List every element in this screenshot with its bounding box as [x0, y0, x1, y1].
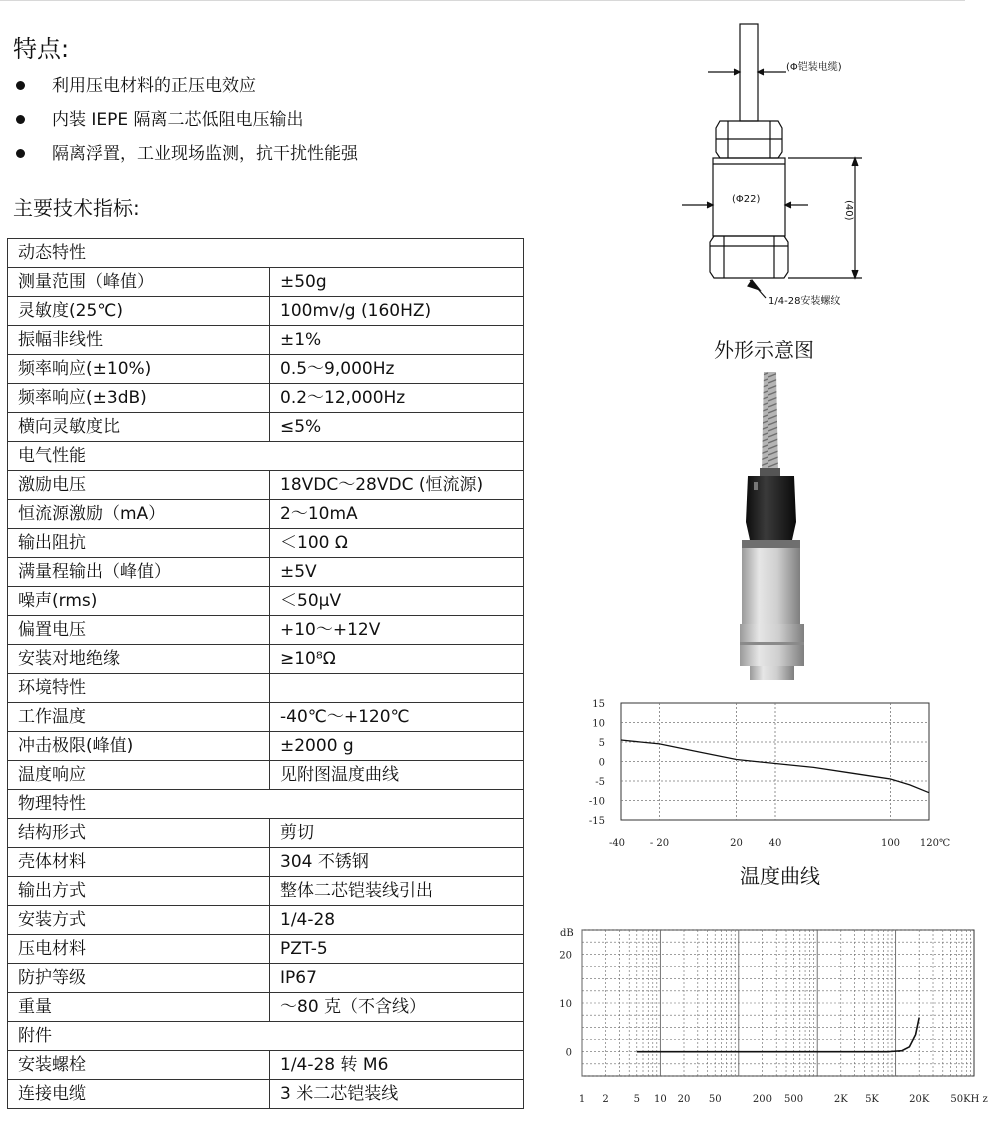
- spec-row: [8, 529, 524, 558]
- spec-row: [8, 326, 524, 355]
- spec-row: [8, 703, 524, 732]
- x-tick-label: 120℃: [919, 838, 951, 849]
- spec-row: [8, 500, 524, 529]
- thread-label: 1/4-28安装螺纹: [768, 296, 841, 307]
- x-tick-label: - 20: [649, 838, 670, 849]
- spec-section-row: [8, 674, 524, 703]
- spec-row: [8, 819, 524, 848]
- feature-item: 利用压电材料的正压电效应: [16, 72, 358, 106]
- spec-section-title: 附件: [8, 1022, 524, 1051]
- spec-label: 连接电缆: [8, 1080, 270, 1109]
- x-tick-label: -40: [608, 838, 626, 849]
- spec-section-title: 动态特性: [8, 239, 524, 268]
- spec-row: [8, 993, 524, 1022]
- y-tick-label: 0: [565, 1047, 572, 1059]
- spec-label: 温度响应: [8, 761, 270, 790]
- spec-value: 100mv/g (160HZ): [270, 297, 524, 326]
- y-tick-label: 5: [598, 738, 605, 749]
- spec-value: ±5V: [270, 558, 524, 587]
- frequency-response-chart: [550, 920, 1000, 1110]
- spec-value: PZT-5: [270, 935, 524, 964]
- spec-label: 冲击极限(峰值): [8, 732, 270, 761]
- x-tick-label: 20: [730, 838, 743, 849]
- spec-value: 3 米二芯铠装线: [270, 1080, 524, 1109]
- spec-section-row: [8, 442, 524, 471]
- spec-row: [8, 268, 524, 297]
- x-tick-label: 50: [708, 1094, 722, 1105]
- product-photo: [738, 372, 806, 684]
- spec-row: [8, 1051, 524, 1080]
- top-rule: [0, 0, 965, 1]
- spec-value: 1/4-28: [270, 906, 524, 935]
- x-tick-label: 1: [578, 1094, 586, 1105]
- spec-label: 恒流源激励（mA）: [8, 500, 270, 529]
- spec-label: 偏置电压: [8, 616, 270, 645]
- spec-label: 激励电压: [8, 471, 270, 500]
- dimension-drawing: [668, 18, 900, 318]
- x-tick-label: 100: [880, 838, 901, 849]
- spec-row: [8, 587, 524, 616]
- spec-label: 结构形式: [8, 819, 270, 848]
- spec-row: [8, 761, 524, 790]
- spec-value: IP67: [270, 964, 524, 993]
- y-tick-label: -15: [588, 816, 605, 827]
- spec-value: 18VDC～28VDC (恒流源): [270, 471, 524, 500]
- x-tick-label: 10: [654, 1094, 667, 1105]
- spec-value: ≥10⁸Ω: [270, 645, 524, 674]
- x-tick-label: 20: [677, 1094, 691, 1105]
- spec-section-row: [8, 1022, 524, 1051]
- features-list: [16, 72, 358, 174]
- spec-section-title: 电气性能: [8, 442, 524, 471]
- temperature-chart: [585, 693, 955, 853]
- height-label: (40): [843, 200, 854, 221]
- spec-row: [8, 935, 524, 964]
- cable-label: (Φ铠装电缆): [786, 62, 842, 73]
- feature-item: 隔离浮置，工业现场监测，抗干扰性能强: [16, 140, 358, 174]
- spec-value: ～80 克（不含线）: [270, 993, 524, 1022]
- x-tick-label: 5: [633, 1094, 640, 1105]
- x-tick-label: 200: [752, 1094, 772, 1105]
- feature-item: 内装 IEPE 隔离二芯低阻电压输出: [16, 106, 358, 140]
- x-tick-label: 2: [602, 1094, 609, 1105]
- spec-value: -40℃～+120℃: [270, 703, 524, 732]
- spec-label: 壳体材料: [8, 848, 270, 877]
- spec-label: 横向灵敏度比: [8, 413, 270, 442]
- spec-row: [8, 732, 524, 761]
- spec-label: 工作温度: [8, 703, 270, 732]
- spec-row: [8, 877, 524, 906]
- spec-row: [8, 906, 524, 935]
- spec-value: 0.5～9,000Hz: [270, 355, 524, 384]
- x-tick-label: 500: [784, 1094, 804, 1105]
- spec-value: 2～10mA: [270, 500, 524, 529]
- freq-ylabel: dB: [560, 928, 574, 939]
- spec-label: 安装螺栓: [8, 1051, 270, 1080]
- spec-row: [8, 848, 524, 877]
- frequency-curve: [637, 1018, 919, 1052]
- spec-label: 频率响应(±3dB): [8, 384, 270, 413]
- spec-table: [7, 238, 524, 1109]
- spec-value: ＜100 Ω: [270, 529, 524, 558]
- spec-section-title: 环境特性: [8, 674, 270, 703]
- specs-title: 主要技术指标:: [13, 196, 140, 220]
- spec-value: +10～+12V: [270, 616, 524, 645]
- y-tick-label: 0: [598, 757, 605, 769]
- spec-value: ±2000 g: [270, 732, 524, 761]
- x-tick-label: 40: [768, 838, 782, 849]
- spec-row: [8, 616, 524, 645]
- y-tick-label: 10: [559, 999, 572, 1010]
- x-tick-label: 50KH z: [950, 1094, 988, 1105]
- spec-row: [8, 355, 524, 384]
- spec-row: [8, 384, 524, 413]
- spec-label: 输出方式: [8, 877, 270, 906]
- spec-value: 0.2～12,000Hz: [270, 384, 524, 413]
- spec-label: 频率响应(±10%): [8, 355, 270, 384]
- spec-label: 振幅非线性: [8, 326, 270, 355]
- spec-value: 整体二芯铠装线引出: [270, 877, 524, 906]
- spec-section-title: 物理特性: [8, 790, 524, 819]
- spec-label: 噪声(rms): [8, 587, 270, 616]
- spec-label: 测量范围（峰值）: [8, 268, 270, 297]
- spec-value: ±50g: [270, 268, 524, 297]
- spec-value: [270, 674, 524, 703]
- spec-row: [8, 413, 524, 442]
- drawing-caption: 外形示意图: [714, 338, 814, 362]
- spec-label: 防护等级: [8, 964, 270, 993]
- spec-row: [8, 645, 524, 674]
- spec-section-row: [8, 239, 524, 268]
- spec-row: [8, 1080, 524, 1109]
- spec-row: [8, 558, 524, 587]
- spec-label: 压电材料: [8, 935, 270, 964]
- spec-label: 输出阻抗: [8, 529, 270, 558]
- y-tick-label: -10: [588, 796, 605, 808]
- spec-value: ±1%: [270, 326, 524, 355]
- x-tick-label: 20K: [909, 1094, 930, 1105]
- y-tick-label: 10: [592, 718, 605, 730]
- spec-label: 安装对地绝缘: [8, 645, 270, 674]
- spec-value: ＜50μV: [270, 587, 524, 616]
- spec-row: [8, 297, 524, 326]
- spec-label: 灵敏度(25℃): [8, 297, 270, 326]
- diameter-label: (Φ22): [732, 194, 761, 205]
- spec-section-row: [8, 790, 524, 819]
- features-title: 特点:: [13, 35, 70, 63]
- temp-chart-caption: 温度曲线: [740, 864, 820, 888]
- spec-label: 安装方式: [8, 906, 270, 935]
- spec-value: 剪切: [270, 819, 524, 848]
- x-tick-label: 5K: [865, 1094, 879, 1105]
- spec-value: 见附图温度曲线: [270, 761, 524, 790]
- spec-label: 重量: [8, 993, 270, 1022]
- spec-row: [8, 471, 524, 500]
- y-tick-label: -5: [595, 777, 605, 788]
- spec-row: [8, 964, 524, 993]
- spec-label: 满量程输出（峰值）: [8, 558, 270, 587]
- y-tick-label: 15: [592, 699, 605, 710]
- x-tick-label: 2K: [833, 1094, 848, 1105]
- y-tick-label: 20: [559, 950, 572, 962]
- spec-value: 304 不锈钢: [270, 848, 524, 877]
- spec-value: 1/4-28 转 M6: [270, 1051, 524, 1080]
- spec-value: ≤5%: [270, 413, 524, 442]
